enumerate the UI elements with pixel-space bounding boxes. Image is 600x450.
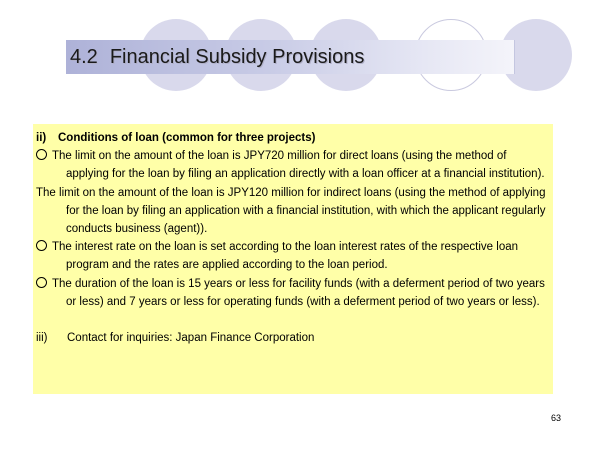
circle-bullet-icon: [36, 240, 47, 251]
content-box: [33, 124, 553, 394]
title-label: Financial Subsidy Provisions: [109, 46, 365, 68]
section-iii-text: Contact for inquiries: Japan Finance Corporation: [67, 332, 315, 345]
paragraph-text: The interest rate on the loan is set according to the loan interest rates of the respective loan program and the rates are applied according to the loan period.: [52, 241, 519, 272]
section-ii-heading: [36, 129, 547, 147]
paragraph-text: The limit on the amount of the loan is JPY120 million for indirect loans (using the method of applying for the loan by filing an application with a financial institution, with which the applicant regularly conducts business (agent)).: [36, 186, 546, 236]
paragraph-loan-duration: [36, 275, 547, 311]
section-iii-contact: [36, 329, 547, 347]
paragraph-indirect-loan-limit: [36, 184, 547, 239]
spacer: [36, 311, 547, 329]
section-ii-label: ii): [36, 132, 47, 144]
section-ii-heading-text: Conditions of loan (common for three projects): [58, 132, 316, 144]
circle-bullet-icon: [36, 277, 47, 288]
paragraph-text: The limit on the amount of the loan is JPY720 million for direct loans (using the method of applying for the loan by filing an application directly with a loan officer at a financial institution).: [52, 150, 545, 181]
section-iii-label: iii): [36, 332, 48, 345]
title-number: 4.2: [70, 46, 98, 68]
paragraph-interest-rate: [36, 238, 547, 274]
paragraph-text: The duration of the loan is 15 years or less for facility funds (with a deferment period of two years or less) and 7 years or less for operating funds (with a deferment period of two years or less).: [52, 277, 545, 308]
paragraph-direct-loan-limit: [36, 147, 547, 183]
circle-bullet-icon: [36, 149, 47, 160]
page-number: 63: [551, 413, 562, 423]
page-title: [70, 44, 364, 70]
